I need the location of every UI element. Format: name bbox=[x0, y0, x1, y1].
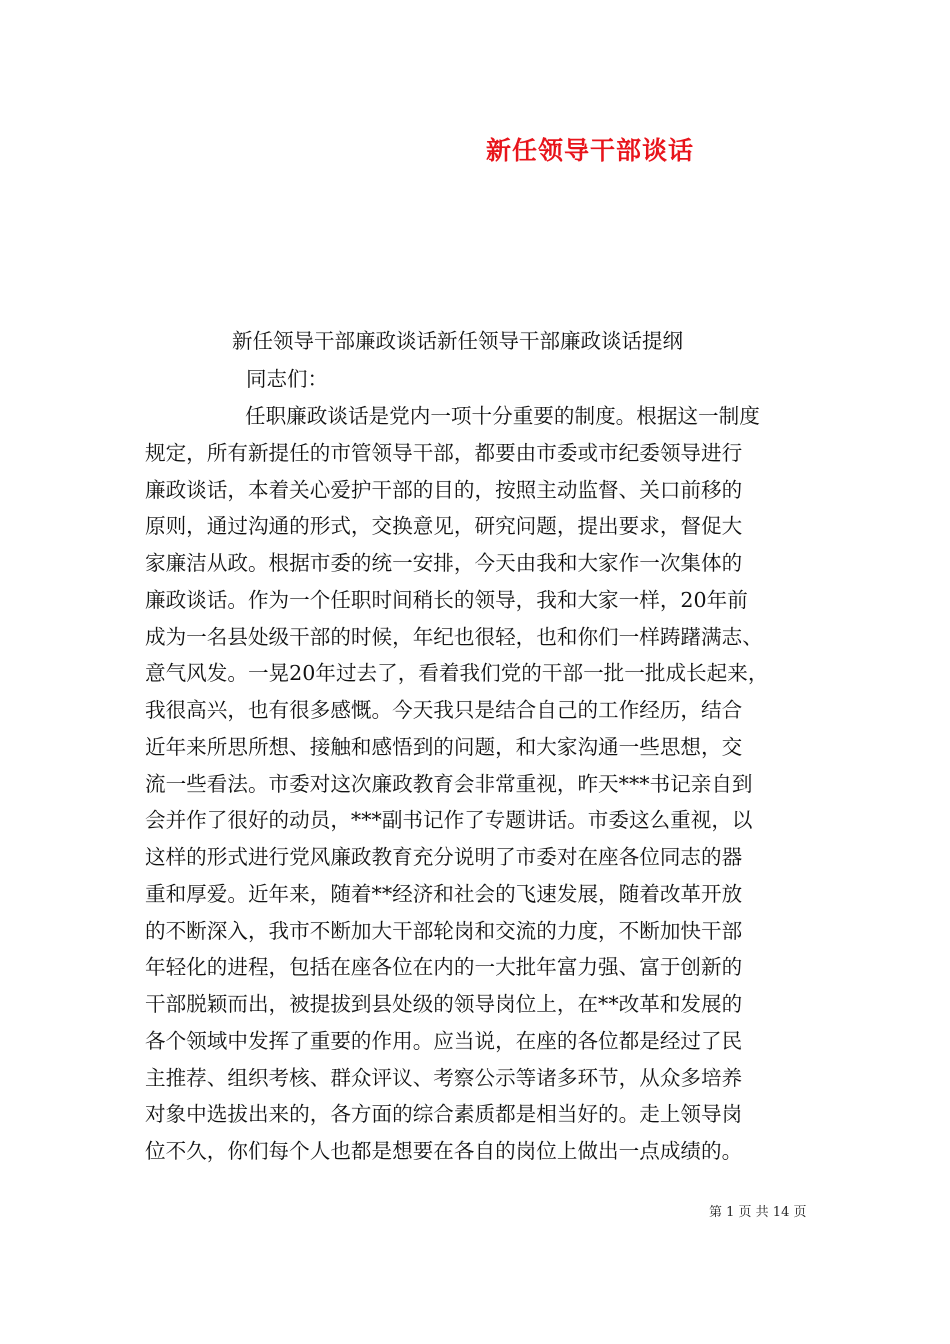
body-line: 会并作了很好的动员，***副书记作了专题讲话。市委这么重视，以 bbox=[145, 808, 753, 833]
body-text bbox=[145, 398, 825, 1170]
body-line: 年轻化的进程，包括在座各位在内的一大批年富力强、富于创新的 bbox=[145, 955, 743, 980]
body-line: 廉政谈话，本着关心爱护干部的目的，按照主动监督、关口前移的 bbox=[145, 477, 743, 502]
body-line: 意气风发。一晃20年过去了，看着我们党的干部一批一批成长起来， bbox=[145, 661, 769, 686]
body-line: 的不断深入，我市不断加大干部轮岗和交流的力度，不断加快干部 bbox=[145, 918, 743, 943]
body-line: 廉政谈话。作为一个任职时间稍长的领导，我和大家一样，20年前 bbox=[145, 587, 748, 612]
body-line: 原则，通过沟通的形式，交换意见，研究问题，提出要求，督促大 bbox=[145, 514, 743, 539]
body-line: 流一些看法。市委对这次廉政教育会非常重视，昨天***书记亲自到 bbox=[145, 771, 753, 796]
body-line: 成为一名县处级干部的时候，年纪也很轻，也和你们一样踌躇满志、 bbox=[145, 624, 763, 649]
body-line: 近年来所思所想、接触和感悟到的问题，和大家沟通一些思想，交 bbox=[145, 734, 743, 759]
body-line: 重和厚爱。近年来，随着**经济和社会的飞速发展，随着改革开放 bbox=[145, 881, 743, 906]
body-line: 各个领域中发挥了重要的作用。应当说，在座的各位都是经过了民 bbox=[145, 1028, 743, 1053]
body-line: 规定，所有新提任的市管领导干部，都要由市委或市纪委领导进行 bbox=[145, 440, 743, 465]
page-number: 第 1 页 共 14 页 bbox=[709, 1205, 807, 1220]
body-line: 位不久，你们每个人也都是想要在各自的岗位上做出一点成绩的。 bbox=[145, 1139, 743, 1163]
document-subtitle: 新任领导干部廉政谈话新任领导干部廉政谈话提纲 bbox=[232, 329, 683, 353]
body-line: 干部脱颖而出，被提拔到县处级的领导岗位上，在**改革和发展的 bbox=[145, 992, 743, 1016]
body-line: 这样的形式进行党风廉政教育充分说明了市委对在座各位同志的器 bbox=[145, 845, 743, 869]
body-line: 我很高兴，也有很多感慨。今天我只是结合自己的工作经历，结合 bbox=[145, 698, 743, 722]
body-line: 主推荐、组织考核、群众评议、考察公示等诸多环节，从众多培养 bbox=[145, 1065, 743, 1090]
body-line: 对象中选拔出来的，各方面的综合素质都是相当好的。走上领导岗 bbox=[145, 1102, 743, 1127]
document-title: 新任领导干部谈话 bbox=[485, 136, 694, 165]
body-line: 家廉洁从政。根据市委的统一安排，今天由我和大家作一次集体的 bbox=[145, 551, 743, 575]
body-line: 任职廉政谈话是党内一项十分重要的制度。根据这一制度 bbox=[245, 404, 760, 428]
salutation: 同志们： bbox=[246, 367, 328, 391]
